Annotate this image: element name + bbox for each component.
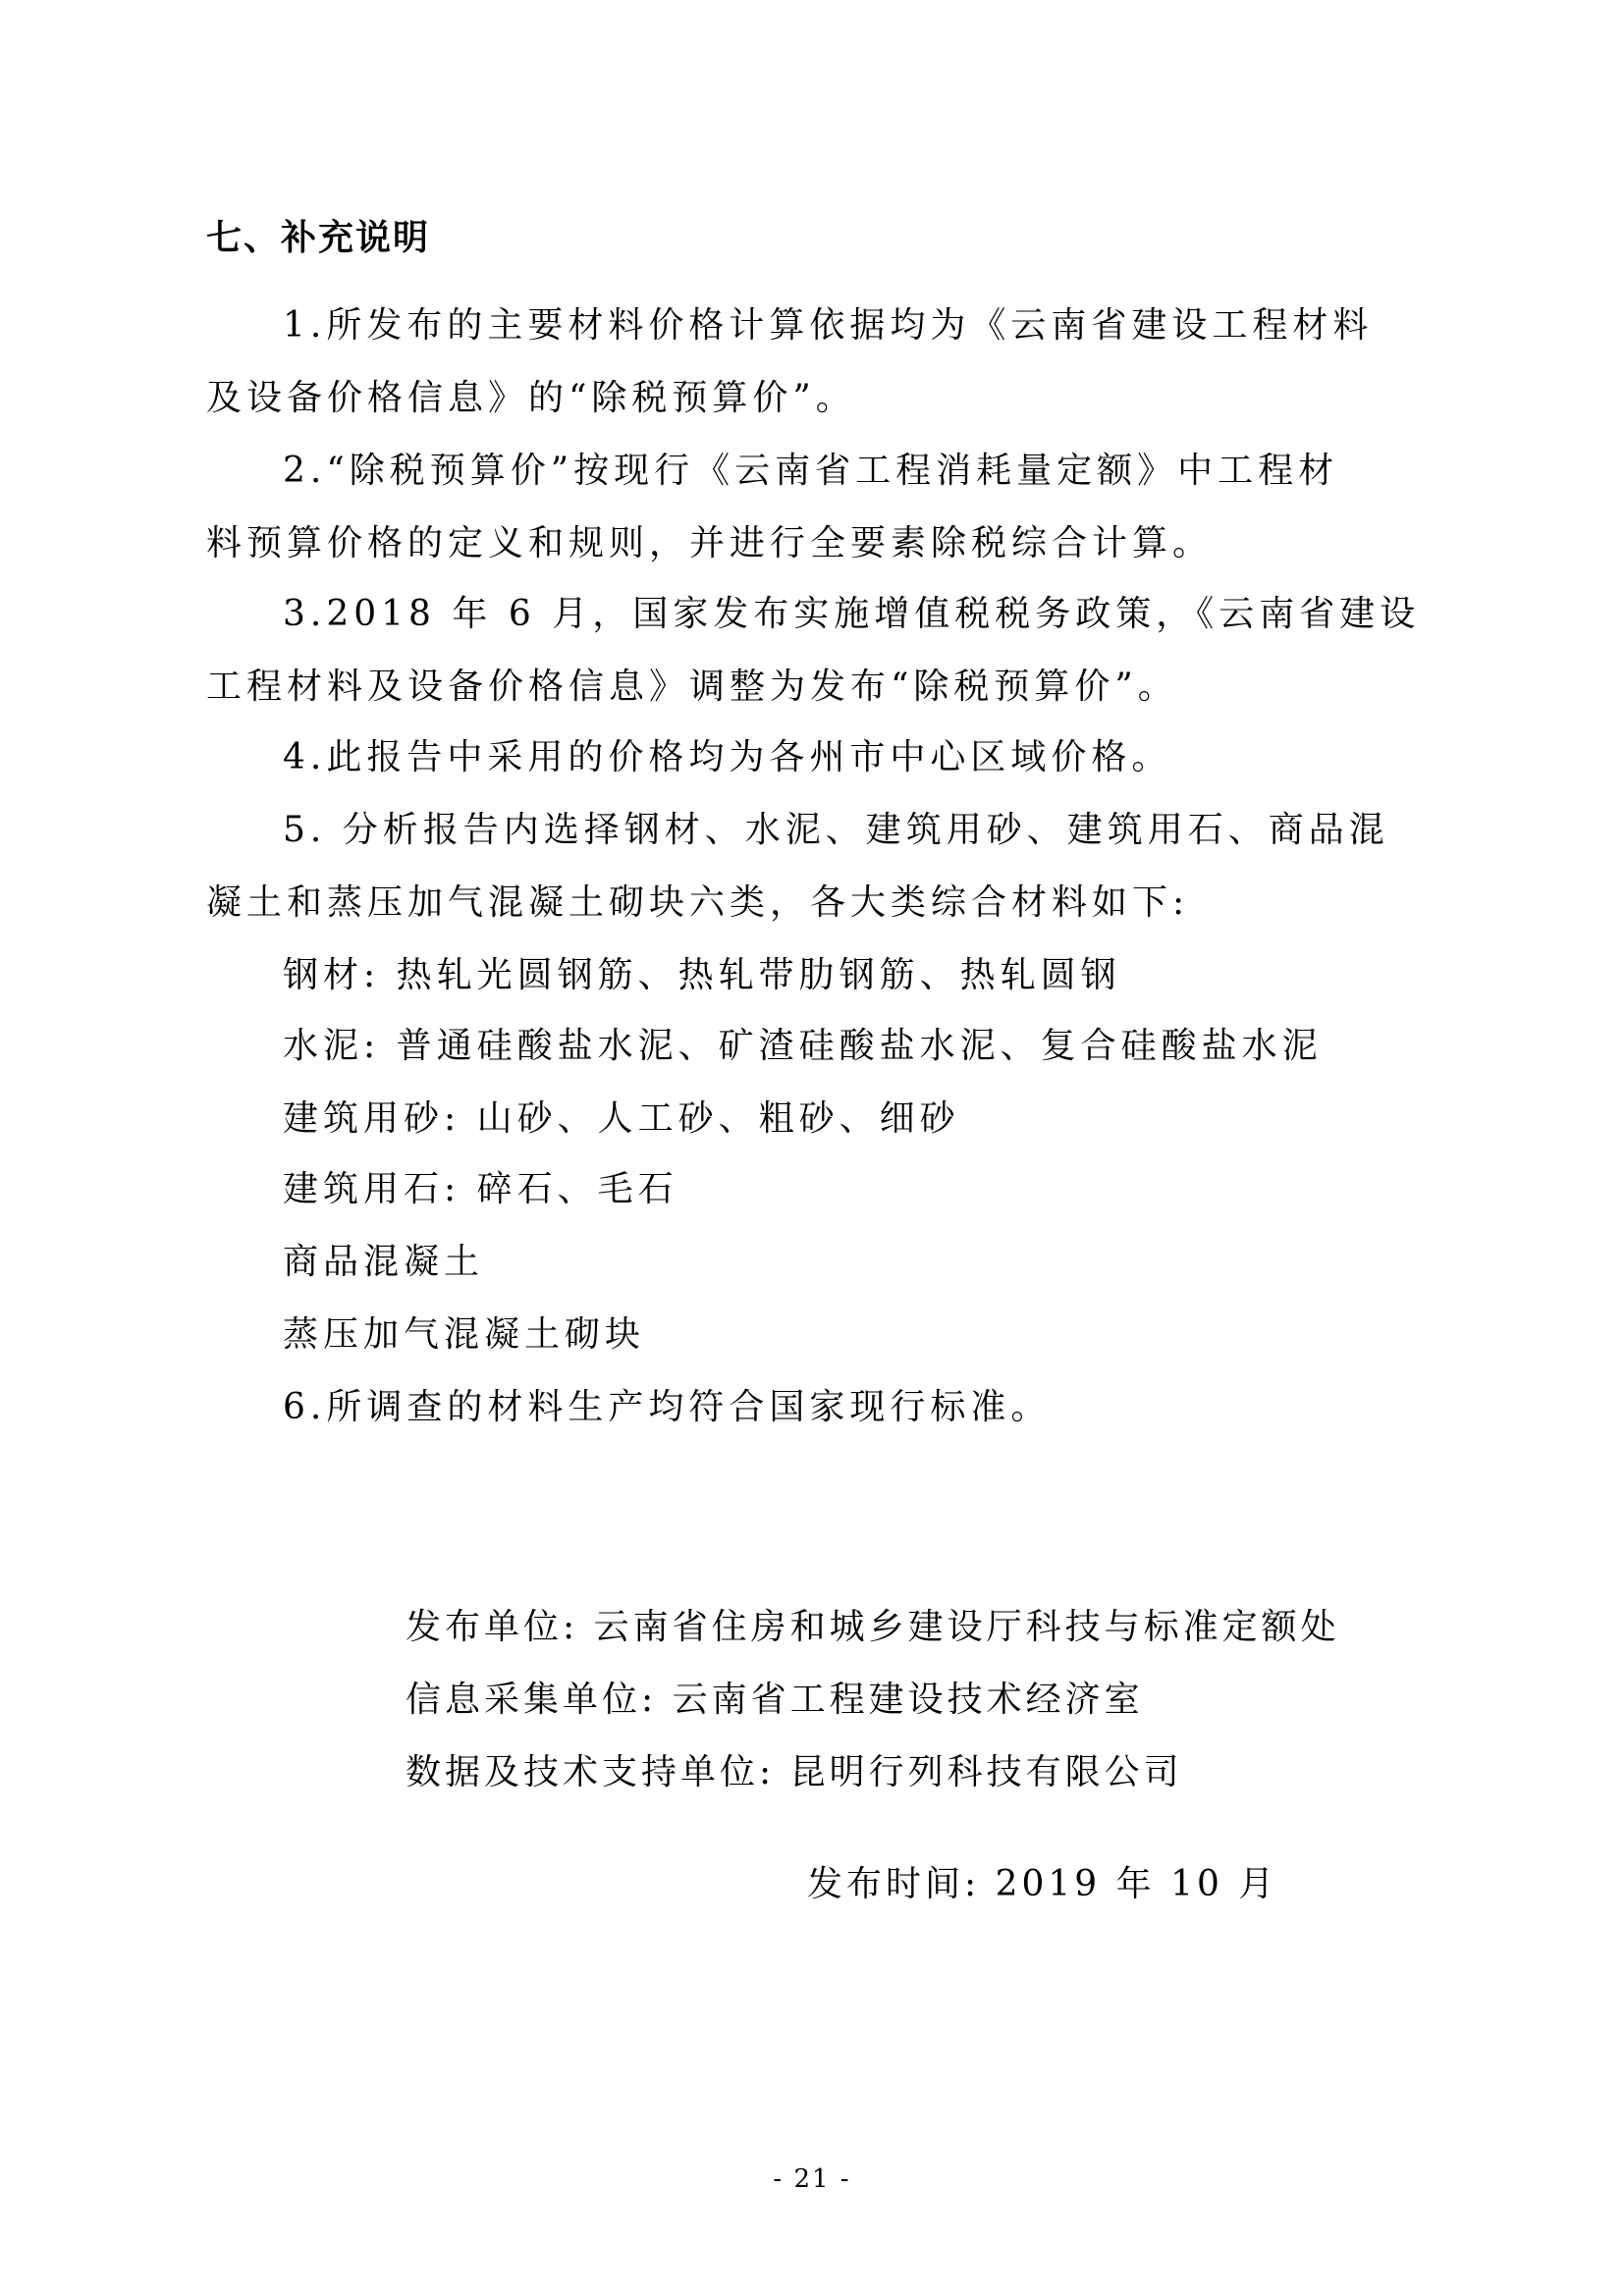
publisher-issuer: 发布单位: 云南省住房和城乡建设厅科技与标准定额处 — [406, 1607, 1340, 1647]
paragraph-6-line-1: 6.所调查的材料生产均符合国家现行标准。 — [283, 1387, 1052, 1427]
category-stone: 建筑用石: 碎石、毛石 — [283, 1169, 678, 1209]
category-concrete: 商品混凝土 — [283, 1242, 485, 1282]
paragraph-3-line-1: 3.2018 年 6 月，国家发布实施增值税税务政策，《云南省建设 — [283, 594, 1421, 634]
paragraph-1-line-2: 及设备价格信息》的“除税预算价”。 — [206, 378, 856, 418]
category-block: 蒸压加气混凝土砌块 — [283, 1314, 646, 1355]
paragraph-1-line-1: 1.所发布的主要材料价格计算依据均为《云南省建设工程材料 — [283, 305, 1374, 346]
page-number: - 21 - — [773, 2164, 851, 2194]
paragraph-4-line-1: 4.此报告中采用的价格均为各州市中心区域价格。 — [283, 737, 1172, 777]
category-sand: 建筑用砂: 山砂、人工砂、粗砂、细砂 — [283, 1098, 960, 1139]
publish-date: 发布时间: 2019 年 10 月 — [807, 1864, 1278, 1904]
section-heading: 七、补充说明 — [206, 217, 431, 258]
paragraph-2-line-2: 料预算价格的定义和规则，并进行全要素除税综合计算。 — [206, 523, 1214, 563]
paragraph-3-line-2: 工程材料及设备价格信息》调整为发布“除税预算价”。 — [206, 667, 1178, 707]
publisher-collector: 信息采集单位: 云南省工程建设技术经济室 — [406, 1680, 1144, 1720]
publisher-support: 数据及技术支持单位: 昆明行列科技有限公司 — [406, 1752, 1183, 1792]
paragraph-5-line-2: 凝土和蒸压加气混凝土砌块六类，各大类综合材料如下: — [206, 882, 1190, 923]
category-steel: 钢材: 热轧光圆钢筋、热轧带肋钢筋、热轧圆钢 — [283, 955, 1121, 995]
paragraph-5-line-1: 5. 分析报告内选择钢材、水泥、建筑用砂、建筑用石、商品混 — [283, 810, 1389, 850]
category-cement: 水泥: 普通硅酸盐水泥、矿渣硅酸盐水泥、复合硅酸盐水泥 — [283, 1026, 1323, 1066]
paragraph-2-line-1: 2.“除税预算价”按现行《云南省工程消耗量定额》中工程材 — [283, 451, 1339, 491]
